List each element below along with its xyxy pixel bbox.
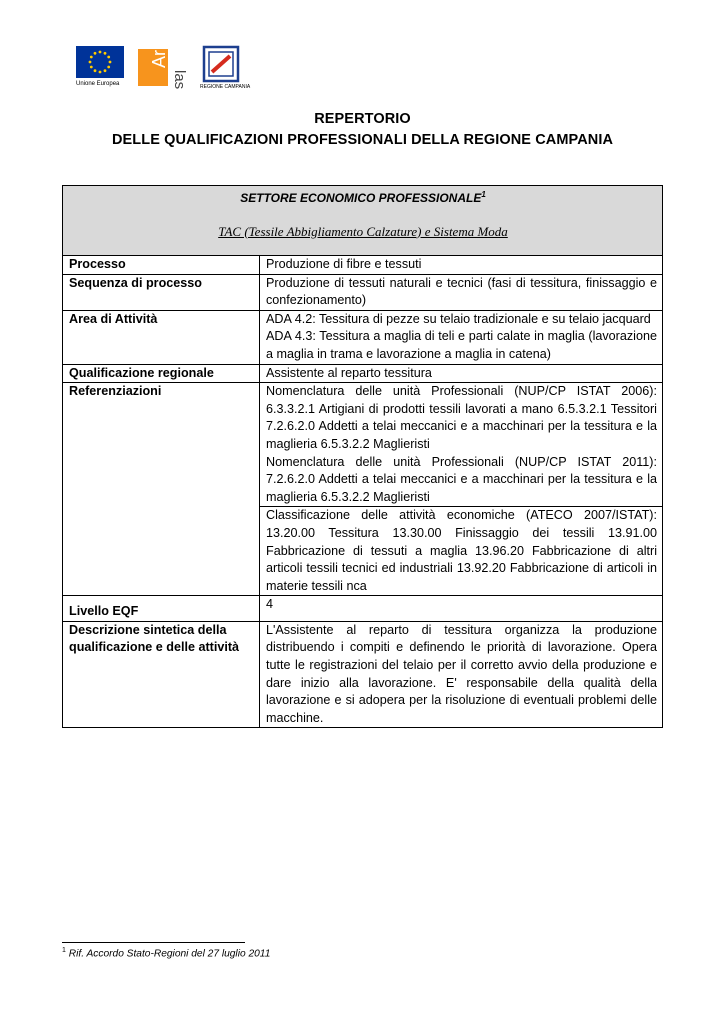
qualification-table xyxy=(62,185,663,728)
footnote-ref: 1 xyxy=(481,190,486,199)
row-label-referenziazioni: Referenziazioni xyxy=(63,383,260,596)
table-header-row xyxy=(63,186,663,256)
row-value-sequenza: Produzione di tessuti naturali e tecnici (fasi di tessitura, finissaggio e confezionamento) xyxy=(260,274,663,310)
row-label-qualificazione: Qualificazione regionale xyxy=(63,364,260,383)
eu-caption: Unione Europea xyxy=(76,81,120,87)
sector-name: TAC (Tessile Abbigliamento Calzature) e Sistema Moda xyxy=(218,223,508,239)
ada-4-3: ADA 4.3: Tessitura a maglia di teli e parti calate in maglia (lavorazione a maglia in trama e lavorazione a maglia in catena) xyxy=(266,329,657,361)
row-label-sequenza: Sequenza di processo xyxy=(63,274,260,310)
regione-campania-logo xyxy=(200,46,251,92)
ada-4-2: ADA 4.2: Tessitura di pezze su telaio tradizionale e su telaio jacquard xyxy=(266,311,651,326)
svg-text:las: las xyxy=(171,70,188,90)
row-value-area xyxy=(260,310,663,364)
row-label-descrizione: Descrizione sintetica della qualificazione e delle attività xyxy=(63,621,260,728)
row-value-qualificazione: Assistente al reparto tessitura xyxy=(260,364,663,383)
footnote xyxy=(62,947,270,959)
table-row xyxy=(63,364,663,383)
arlas-logo xyxy=(138,46,186,92)
document-subtitle: DELLE QUALIFICAZIONI PROFESSIONALI DELLA REGIONE CAMPANIA xyxy=(111,132,614,148)
table-row xyxy=(63,621,663,728)
row-label-area: Area di Attività xyxy=(63,310,260,364)
footnote-text: Rif. Accordo Stato-Regioni del 27 luglio 2011 xyxy=(68,948,271,960)
footnote-number: 1 xyxy=(62,947,66,954)
row-value-livello: 4 xyxy=(260,596,663,622)
row-label-livello: Livello EQF xyxy=(63,596,260,622)
footnote-separator xyxy=(62,942,245,943)
table-row xyxy=(63,310,663,364)
svg-text:Ar: Ar xyxy=(149,50,169,68)
document-title: REPERTORIO xyxy=(314,111,411,127)
table-row xyxy=(63,383,663,507)
row-value-ateco: Classificazione delle attività economiche (ATECO 2007/ISTAT): 13.20.00 Tessitura 13.30.00 Finissaggio dei tessili 13.91.00 Fabbricazione di tessuti a maglia 13.96.20 Fabbricazione di altri articoli tessili tecnici ed industriali 13.92.20 Fabbricazione di articoli in materie tessili nca xyxy=(260,507,663,596)
eu-flag-logo xyxy=(76,46,124,92)
sector-header-cell xyxy=(63,186,663,256)
row-value-descrizione: L'Assistente al reparto di tessitura organizza la produzione distribuendo i compiti e definendo le priorità di lavorazione. Opera tutte le registrazioni del telaio per il corretto avvio della produzione e dare inizio alla lavorazione. E' responsabile della qualità della lavorazione e si adopera per la risoluzione di eventuali problemi delle macchine. xyxy=(260,621,663,728)
table-row xyxy=(63,274,663,310)
row-value-processo: Produzione di fibre e tessuti xyxy=(260,256,663,275)
table-row xyxy=(63,596,663,622)
row-value-nup xyxy=(260,383,663,507)
rc-caption: REGIONE CAMPANIA xyxy=(200,84,251,90)
eu-stars-icon xyxy=(76,46,124,78)
nup-2006: Nomenclatura delle unità Professionali (NUP/CP ISTAT 2006): 6.3.3.2.1 Artigiani di prodotti tessili lavorati a mano 6.5.3.2.1 Tessitori 7.2.6.2.0 Addetti a telai meccanici e a macchinari per la tessitura e la maglieria 6.5.3.2.2 Maglieristi xyxy=(266,384,657,451)
sector-label: SETTORE ECONOMICO PROFESSIONALE xyxy=(240,191,482,205)
sector-heading xyxy=(69,186,657,208)
table-row xyxy=(63,256,663,275)
nup-2011: Nomenclatura delle unità Professionali (NUP/CP ISTAT 2011): 7.2.6.2.0 Addetti a telai meccanici e a macchinari per la tessitura e la maglieria 6.5.3.2.2 Maglieristi xyxy=(266,454,657,504)
row-label-processo: Processo xyxy=(63,256,260,275)
